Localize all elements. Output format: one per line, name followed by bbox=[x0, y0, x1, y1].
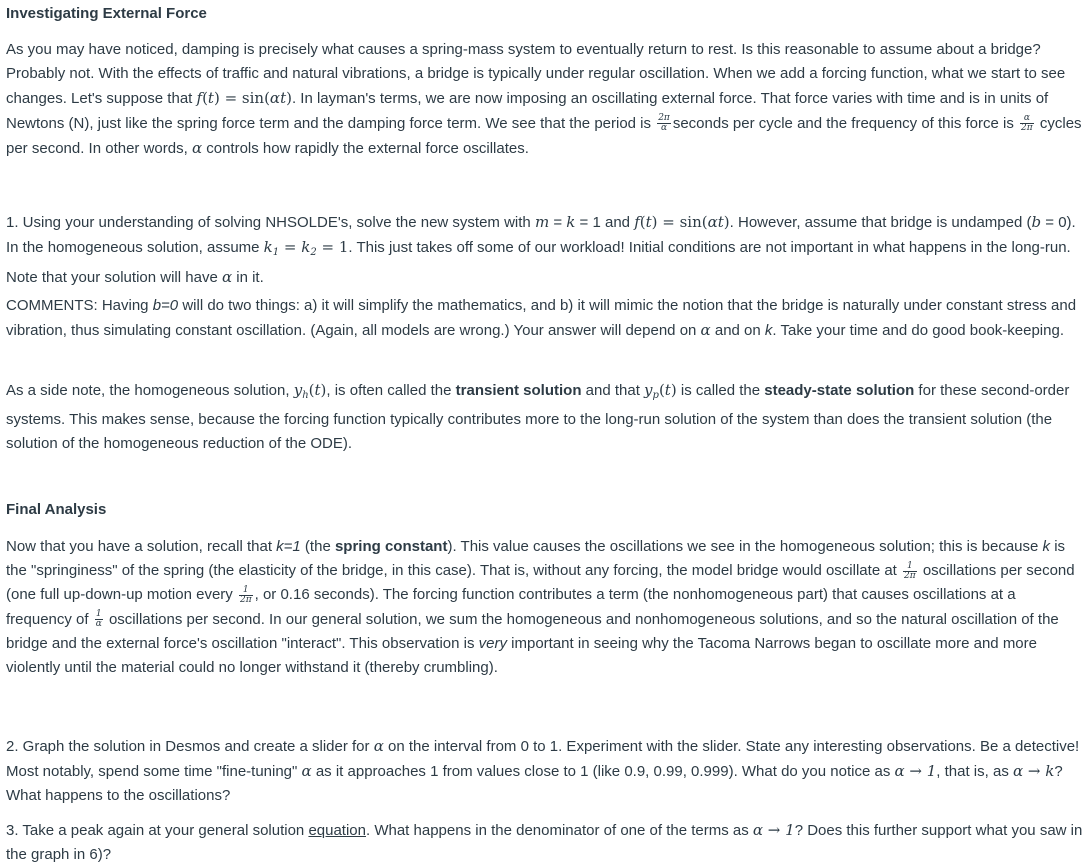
math-part: t bbox=[280, 89, 287, 108]
math-part: ) bbox=[286, 89, 292, 108]
text: will do two things: a) it will simplify the mathematics, and b) it will mimic the notion that the bridge is naturally under constant stress and vibration, thus simulating constant oscillation. (Again, all models are wrong.) Your answer will depend on bbox=[6, 297, 1077, 340]
math-part: = 0 bbox=[1041, 214, 1067, 231]
fraction-natural-frequency bbox=[903, 562, 917, 581]
math-part: t bbox=[645, 213, 652, 231]
math-part: t bbox=[664, 381, 671, 399]
math-alpha: α bbox=[191, 138, 203, 157]
text: seconds per cycle and the frequency of this force is bbox=[672, 114, 1019, 132]
text: and that bbox=[581, 382, 645, 399]
math-part: t bbox=[717, 213, 724, 231]
text: COMMENTS: Having bbox=[6, 297, 153, 314]
math-part: k bbox=[566, 213, 576, 231]
question-2 bbox=[6, 734, 1084, 809]
fraction-forcing-frequency bbox=[95, 610, 103, 629]
equation-link[interactable]: equation bbox=[308, 822, 366, 839]
math-part: p bbox=[652, 390, 659, 401]
denominator: 2π bbox=[239, 594, 252, 605]
math-alpha: α bbox=[373, 737, 384, 755]
math-part: b bbox=[1031, 213, 1042, 231]
math-alpha: α bbox=[269, 89, 281, 108]
question-1 bbox=[6, 210, 1084, 291]
text: controls how rapidly the external force oscillates. bbox=[202, 139, 529, 157]
math-part: ( bbox=[308, 381, 315, 399]
text: oscillations per second. In our general solution, we sum the homogeneous and nonhomogeneous solutions, and so the natural oscillation of the bridge and the external force's oscillation "interact". This observation is bbox=[6, 610, 1059, 652]
side-note-paragraph bbox=[6, 378, 1084, 457]
text: Now that you have a solution, recall that bbox=[6, 538, 277, 555]
math-b0: b=0 bbox=[152, 297, 179, 314]
section-title-external-force: Investigating External Force bbox=[6, 5, 207, 22]
text: is called the bbox=[676, 382, 765, 399]
denominator: 2π bbox=[904, 570, 916, 581]
text: is the "springiness" of the spring (the elasticity of the bridge, in this case). That is, without any forcing, the model bridge would oscillate at bbox=[6, 538, 1066, 580]
text: , that is, as bbox=[936, 763, 1013, 781]
text: in it. bbox=[232, 269, 264, 287]
math-part: 2 bbox=[310, 247, 317, 259]
math-part: = bbox=[549, 214, 567, 231]
section-title-final-analysis: Final Analysis bbox=[6, 501, 107, 518]
text: , is often called the bbox=[326, 382, 456, 399]
math-part: = bbox=[279, 238, 302, 257]
math-part: t bbox=[207, 89, 214, 108]
math-part: ) = sin( bbox=[213, 89, 270, 108]
math-k: k bbox=[764, 322, 773, 340]
math-part: f bbox=[634, 213, 640, 231]
text: . However, assume that bridge is undamped ( bbox=[729, 214, 1032, 231]
numerator: 1 bbox=[239, 586, 253, 596]
math-alpha: α bbox=[700, 321, 711, 340]
text: . What happens in the denominator of one of the terms as bbox=[366, 822, 753, 839]
math-part: 1 bbox=[272, 247, 280, 259]
comments-paragraph bbox=[6, 294, 1084, 343]
math-alpha: α bbox=[707, 213, 718, 231]
math-part: ) bbox=[723, 213, 730, 231]
math-k1: k=1 bbox=[276, 538, 301, 555]
text: ). In the homogeneous solution, assume bbox=[6, 214, 1076, 257]
text: 2. Graph the solution in Desmos and create a slider for bbox=[6, 738, 374, 755]
math-alpha-to-k: α → k bbox=[1012, 762, 1055, 781]
text: as it approaches 1 from values close to 1 (like 0.9, 0.99, 0.999). What do you notice as bbox=[311, 763, 895, 781]
math-alpha-to-1: α → 1 bbox=[894, 762, 937, 781]
text: 1. Using your understanding of solving NHSOLDE's, solve the new system with bbox=[6, 214, 535, 231]
text: As a side note, the homogeneous solution, bbox=[6, 382, 294, 399]
term-spring-constant: spring constant bbox=[334, 538, 448, 555]
math-part: ) bbox=[670, 381, 677, 399]
text: ). This value causes the oscillations we see in the homogeneous solution; this is because bbox=[447, 538, 1043, 555]
text: cycles per second. In other words, bbox=[6, 114, 1082, 157]
text: oscillations per second (one full up-down-up motion every bbox=[6, 562, 1075, 604]
math-part: y bbox=[293, 381, 303, 399]
question-3 bbox=[6, 818, 1084, 867]
fraction-period-natural bbox=[239, 586, 253, 605]
emphasis-very: very bbox=[478, 634, 507, 652]
math-part: ( bbox=[202, 89, 208, 108]
math-part: = 1 bbox=[316, 238, 349, 257]
text: , or 0.16 seconds). The forcing function contributes a term (the nonhomogeneous part) that causes oscillations at a frequency of bbox=[6, 586, 1016, 628]
math-part: ( bbox=[658, 381, 665, 399]
math-part: h bbox=[302, 390, 309, 401]
fraction-period bbox=[657, 114, 671, 133]
math-part: ) bbox=[320, 381, 327, 399]
text: ? Does this further support what you saw in the graph in 6)? bbox=[6, 822, 1083, 864]
numerator: 1 bbox=[903, 562, 917, 572]
math-k: k bbox=[1042, 538, 1051, 555]
intro-paragraph bbox=[6, 38, 1084, 161]
text: As you may have noticed, damping is precisely what causes a spring-mass system to eventually return to rest. Is this reasonable to assume about a bridge? Probably not. With the effects of traffic and natural vibrations, a bridge is typically under regular oscillation. When we add a forcing function, what we start to see changes. Let's suppose that bbox=[6, 41, 1066, 108]
term-steady-state: steady-state solution bbox=[764, 382, 915, 399]
math-part: = 1 bbox=[575, 214, 601, 231]
math-alpha-to-1: α → 1 bbox=[752, 821, 795, 839]
math-part: ( bbox=[639, 213, 646, 231]
text: on the interval from 0 to 1. Experiment with the slider. State any interesting observations. Be a detective! Most notably, spend some time "fine-tuning" bbox=[6, 738, 1080, 781]
math-mk: m bbox=[534, 213, 550, 231]
text: . This just takes off some of our workload! Initial conditions are not important in what happens in the long-run. Note that your solution will have bbox=[6, 239, 1071, 287]
text: and bbox=[600, 214, 635, 231]
numerator: 1 bbox=[95, 609, 102, 620]
text: for these second-order systems. This makes sense, because the forcing function typically contributes more to the long-run solution of the system than does the transient solution (the solution of the homogeneous reduction of the ODE). bbox=[6, 382, 1070, 453]
math-part: k bbox=[301, 238, 311, 257]
numerator: α bbox=[1020, 114, 1034, 124]
math-part: ) = sin( bbox=[651, 213, 708, 231]
denominator: α bbox=[660, 123, 668, 134]
text: 3. Take a peak again at your general solution bbox=[6, 822, 309, 839]
math-part: k bbox=[263, 238, 273, 257]
term-transient: transient solution bbox=[455, 382, 582, 399]
text: . Take your time and do good book-keeping. bbox=[772, 322, 1064, 340]
math-part: t bbox=[314, 381, 321, 399]
text: (the bbox=[300, 538, 335, 555]
text: ? What happens to the oscillations? bbox=[6, 763, 1063, 805]
text: and on bbox=[710, 322, 765, 340]
text: . In layman's terms, we are now imposing an oscillating external force. That force varies with time and is in units of Newtons (N), just like the spring force term and the damping force term. We see that the period is bbox=[6, 90, 1049, 132]
text: important in seeing why the Tacoma Narrows began to oscillate more and more violently until the material could no longer withstand it (thereby crumbling). bbox=[6, 634, 1037, 677]
denominator: α bbox=[95, 619, 102, 630]
denominator: 2π bbox=[1021, 123, 1033, 134]
numerator: 2π bbox=[658, 113, 670, 124]
math-forcing-function: f bbox=[196, 89, 203, 108]
final-analysis-paragraph bbox=[6, 535, 1084, 680]
fraction-frequency bbox=[1020, 114, 1034, 133]
math-part: y bbox=[644, 381, 653, 399]
math-alpha: α bbox=[301, 762, 312, 781]
math-alpha: α bbox=[221, 268, 233, 287]
